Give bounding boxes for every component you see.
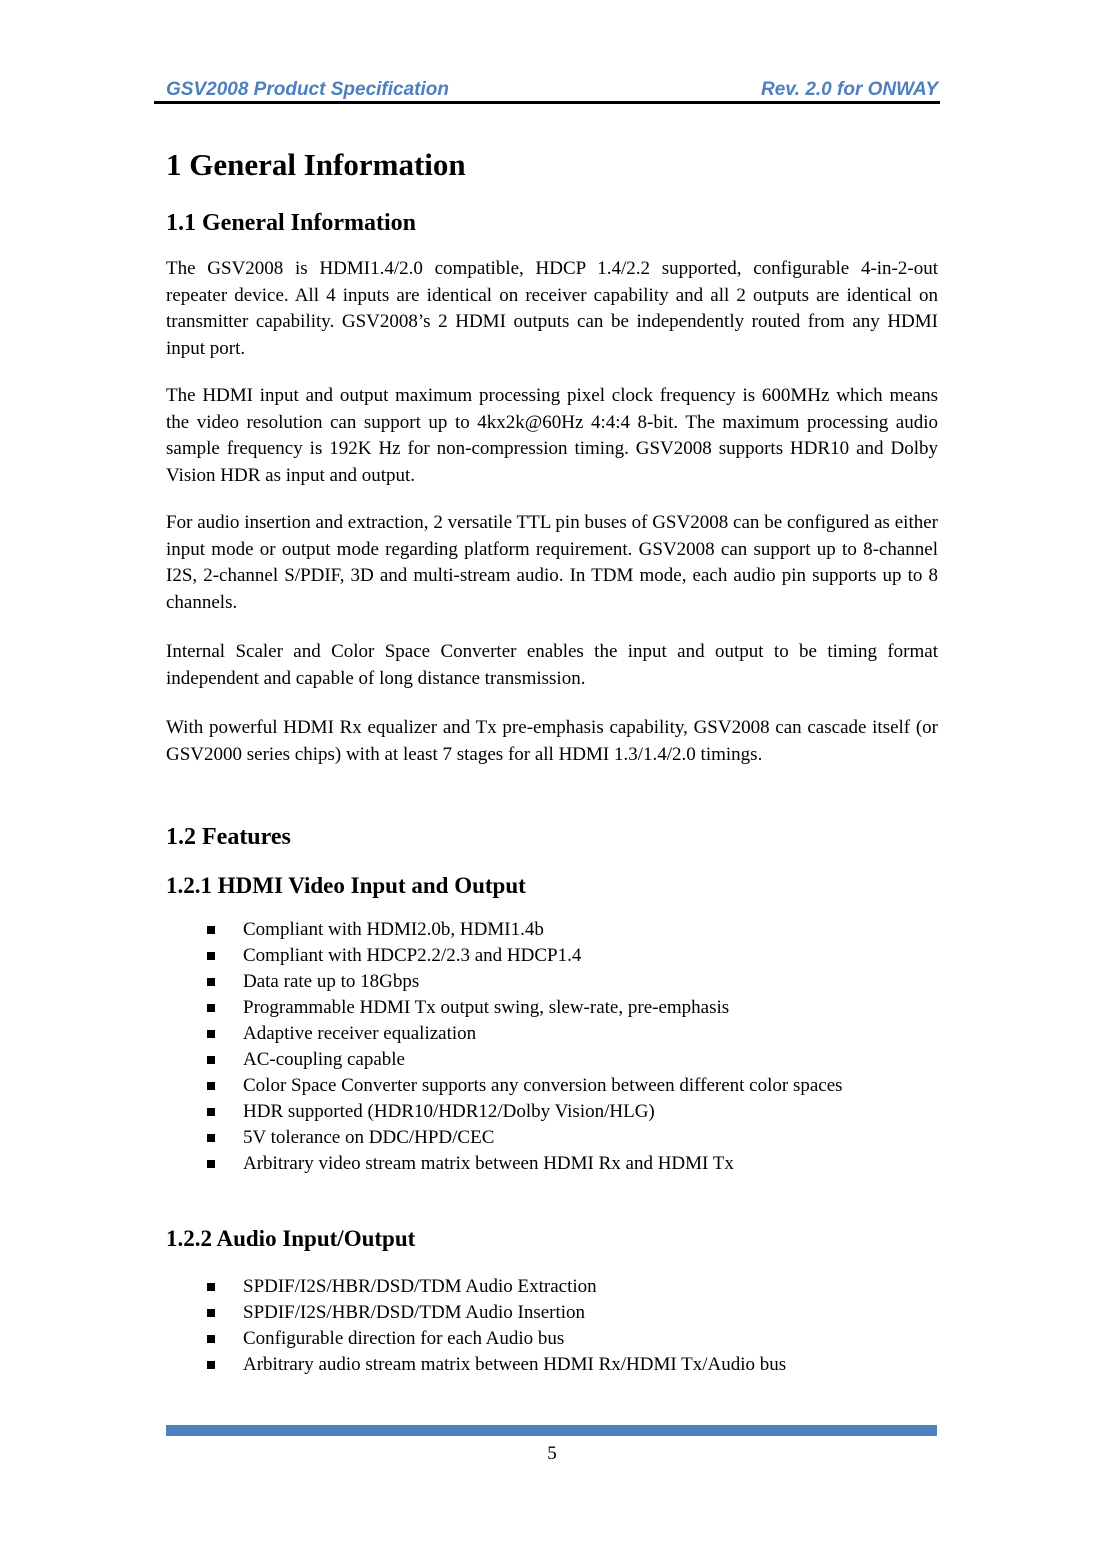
paragraph-scaler: Internal Scaler and Color Space Converter enables the input and output to be timing format independent and capable of long distance transmission. (166, 641, 938, 689)
bullet-square-icon (207, 952, 215, 960)
list-item-text: Color Space Converter supports any conversion between different color spaces (243, 1075, 843, 1096)
list-item (166, 1151, 938, 1177)
section-heading-audio: 1.2.2 Audio Input/Output (166, 1226, 416, 1251)
list-item-text: Configurable direction for each Audio bus (243, 1328, 565, 1349)
bullet-square-icon (207, 1108, 215, 1116)
list-item-text: Programmable HDMI Tx output swing, slew-rate, pre-emphasis (243, 997, 730, 1018)
list-item (166, 1073, 938, 1099)
list-item (166, 1047, 938, 1073)
list-item (166, 917, 938, 943)
bullet-square-icon (207, 1056, 215, 1064)
bullet-square-icon (207, 1082, 215, 1090)
header-doc-title: GSV2008 Product Specification (166, 79, 449, 100)
list-item (166, 995, 938, 1021)
bullet-square-icon (207, 1160, 215, 1168)
list-item-text: 5V tolerance on DDC/HPD/CEC (243, 1127, 495, 1148)
list-item (166, 1326, 938, 1352)
paragraph-overview: The GSV2008 is HDMI1.4/2.0 compatible, HDCP 1.4/2.2 supported, configurable 4-in-2-out repeater device. All 4 inputs are identical on receiver capability and all 2 outputs are identical on transmitter capability. GSV2008’s 2 HDMI outputs can be independently routed from any HDMI input port. (166, 258, 938, 359)
list-item (166, 1274, 938, 1300)
bullet-square-icon (207, 1004, 215, 1012)
paragraph-audio-buses: For audio insertion and extraction, 2 versatile TTL pin buses of GSV2008 can be configured as either input mode or output mode regarding platform requirement. GSV2008 can support up to 8-channel I2S, 2-channel S/PDIF, 3D and multi-stream audio. In TDM mode, each audio pin supports up to 8 channels. (166, 512, 938, 613)
bullet-square-icon (207, 1030, 215, 1038)
list-item-text: Compliant with HDMI2.0b, HDMI1.4b (243, 919, 544, 940)
list-item-text: SPDIF/I2S/HBR/DSD/TDM Audio Extraction (243, 1276, 597, 1297)
list-item (166, 943, 938, 969)
section-heading-video: 1.2.1 HDMI Video Input and Output (166, 873, 526, 898)
bullet-square-icon (207, 926, 215, 934)
list-item (166, 1300, 938, 1326)
bullet-square-icon (207, 1309, 215, 1317)
list-item (166, 1021, 938, 1047)
list-item (166, 1352, 938, 1378)
header-rule (154, 101, 940, 104)
audio-feature-list (166, 1274, 938, 1378)
list-item-text: AC-coupling capable (243, 1049, 405, 1070)
list-item-text: Data rate up to 18Gbps (243, 971, 420, 992)
paragraph-cascade: With powerful HDMI Rx equalizer and Tx pre-emphasis capability, GSV2008 can cascade itself (or GSV2000 series chips) with at least 7 stages for all HDMI 1.3/1.4/2.0 timings. (166, 717, 938, 765)
list-item-text: Adaptive receiver equalization (243, 1023, 477, 1044)
chapter-title: 1 General Information (166, 147, 466, 182)
bullet-square-icon (207, 978, 215, 986)
list-item (166, 1125, 938, 1151)
page-number: 5 (547, 1443, 557, 1464)
list-item-text: Compliant with HDCP2.2/2.3 and HDCP1.4 (243, 945, 582, 966)
bullet-square-icon (207, 1361, 215, 1369)
list-item-text: Arbitrary video stream matrix between HDMI Rx and HDMI Tx (243, 1153, 734, 1174)
list-item-text: Arbitrary audio stream matrix between HDMI Rx/HDMI Tx/Audio bus (243, 1354, 787, 1375)
video-feature-list (166, 917, 938, 1177)
section-heading-general: 1.1 General Information (166, 210, 416, 236)
header-revision: Rev. 2.0 for ONWAY (760, 79, 938, 100)
footer-bar (166, 1425, 937, 1436)
list-item (166, 1099, 938, 1125)
bullet-square-icon (207, 1283, 215, 1291)
paragraph-clock-frequency: The HDMI input and output maximum processing pixel clock frequency is 600MHz which means the video resolution can support up to 4kx2k@60Hz 4:4:4 8-bit. The maximum processing audio sample frequency is 192K Hz for non-compression timing. GSV2008 supports HDR10 and Dolby Vision HDR as input and output. (166, 385, 938, 486)
section-heading-features: 1.2 Features (166, 824, 291, 850)
list-item (166, 969, 938, 995)
bullet-square-icon (207, 1134, 215, 1142)
list-item-text: HDR supported (HDR10/HDR12/Dolby Vision/HLG) (243, 1101, 655, 1122)
list-item-text: SPDIF/I2S/HBR/DSD/TDM Audio Insertion (243, 1302, 586, 1323)
bullet-square-icon (207, 1335, 215, 1343)
page-header (166, 79, 938, 101)
